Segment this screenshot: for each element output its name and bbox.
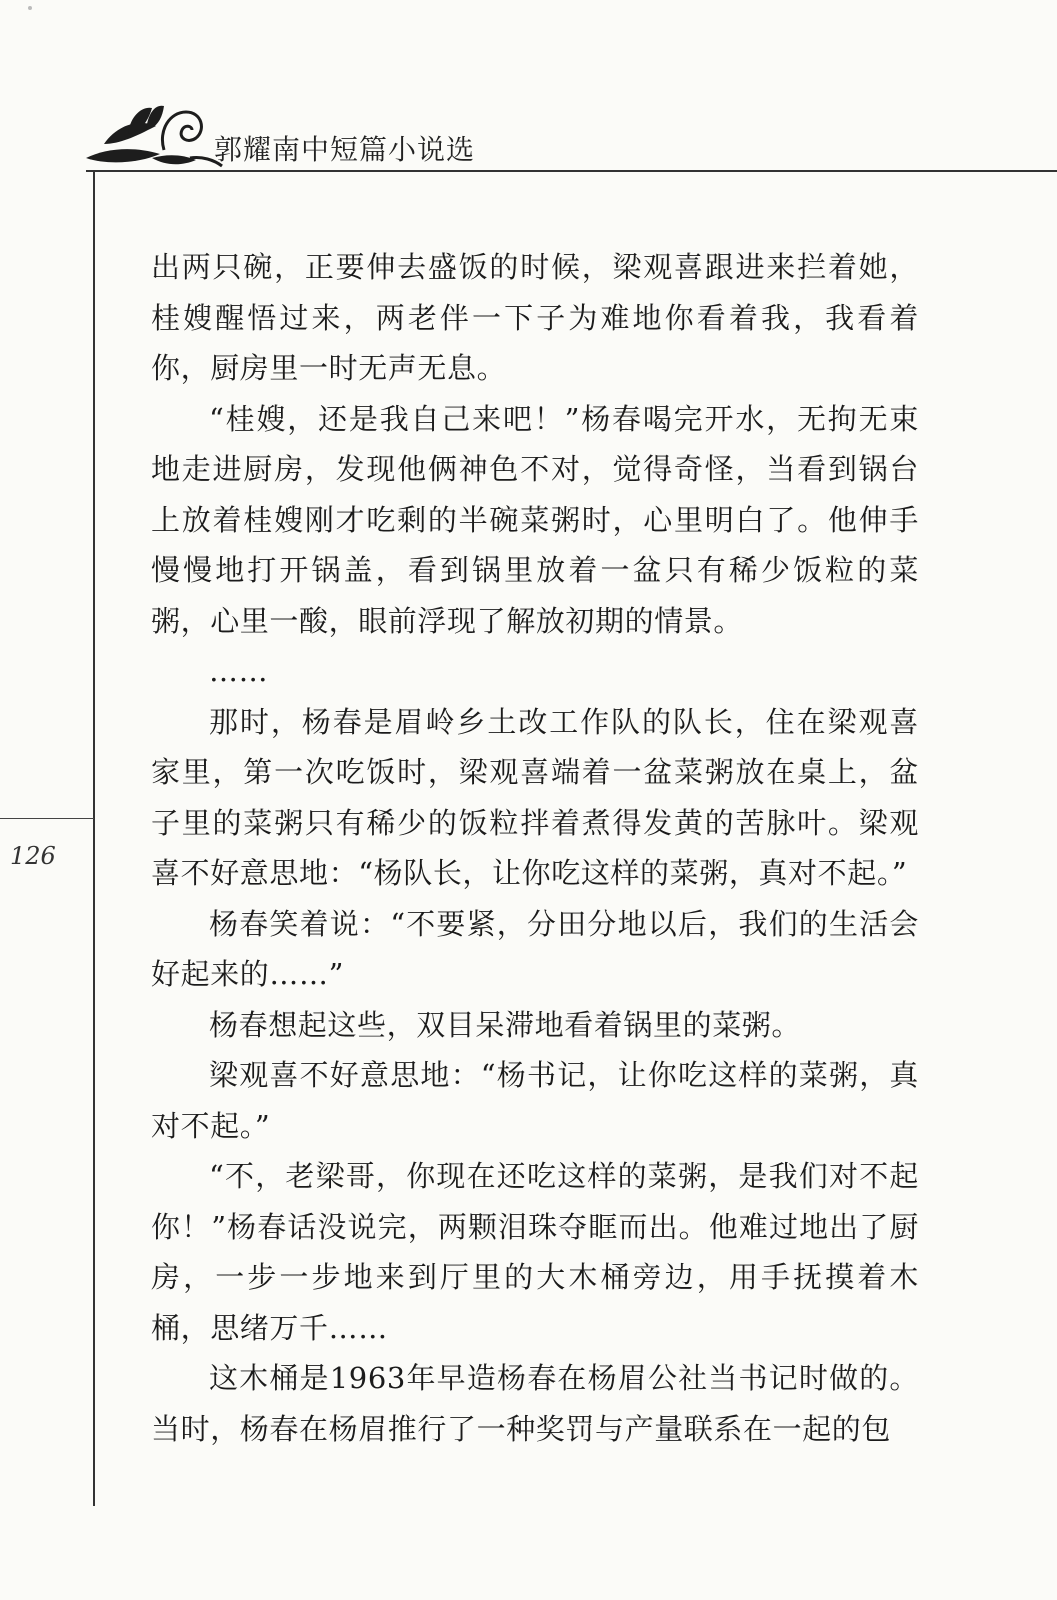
- body-text: [151, 242, 919, 1454]
- paragraph: 梁观喜不好意思地：“杨书记，让你吃这样的菜粥，真对不起。”: [151, 1058, 919, 1143]
- paragraph: “桂嫂，还是我自己来吧！”杨春喝完开水，无拘无束地走进厨房，发现他俩神色不对，觉得奇怪，当看到锅台上放着桂嫂刚才吃剩的半碗菜粥时，心里明白了。他伸手慢慢地打开锅盖，看到锅里放着一盆只有稀少饭粒的菜粥，心里一酸，眼前浮现了解放初期的情景。: [151, 401, 919, 638]
- swirl-leaf-ornament-icon: [86, 104, 226, 170]
- paragraph: 出两只碗，正要伸去盛饭的时候，梁观喜跟进来拦着她，桂嫂醒悟过来，两老伴一下子为难地你看着我，我看着你，厨房里一时无声无息。: [151, 250, 919, 385]
- header-rule: [86, 170, 1057, 172]
- paragraph: 这木桶是1963年早造杨春在杨眉公社当书记时做的。当时，杨春在杨眉推行了一种奖罚与产量联系在一起的包: [151, 1361, 919, 1446]
- page-number: 126: [10, 842, 56, 870]
- running-header-title: 郭耀南中短篇小说选: [214, 133, 476, 166]
- left-margin-rule: [93, 170, 95, 1506]
- paragraph: 杨春笑着说：“不要紧，分田分地以后，我们的生活会好起来的……”: [151, 906, 919, 991]
- paragraph: 杨春想起这些，双目呆滞地看着锅里的菜粥。: [209, 1007, 802, 1042]
- scan-dot: [28, 6, 32, 10]
- paragraph-ellipsis: ……: [209, 654, 269, 688]
- paragraph: “不，老梁哥，你现在还吃这样的菜粥，是我们对不起你！”杨春话没说完，两颗泪珠夺眶而出。他难过地出了厨房，一步一步地来到厅里的大木桶旁边，用手抚摸着木桶，思绪万千……: [151, 1159, 919, 1345]
- paragraph: 那时，杨春是眉岭乡土改工作队的队长，住在梁观喜家里，第一次吃饭时，梁观喜端着一盆菜粥放在桌上，盆子里的菜粥只有稀少的饭粒拌着煮得发黄的苦脉叶。梁观喜不好意思地：“杨队长，让你吃这样的菜粥，真对不起。”: [151, 704, 919, 890]
- page-number-rule: [0, 818, 94, 819]
